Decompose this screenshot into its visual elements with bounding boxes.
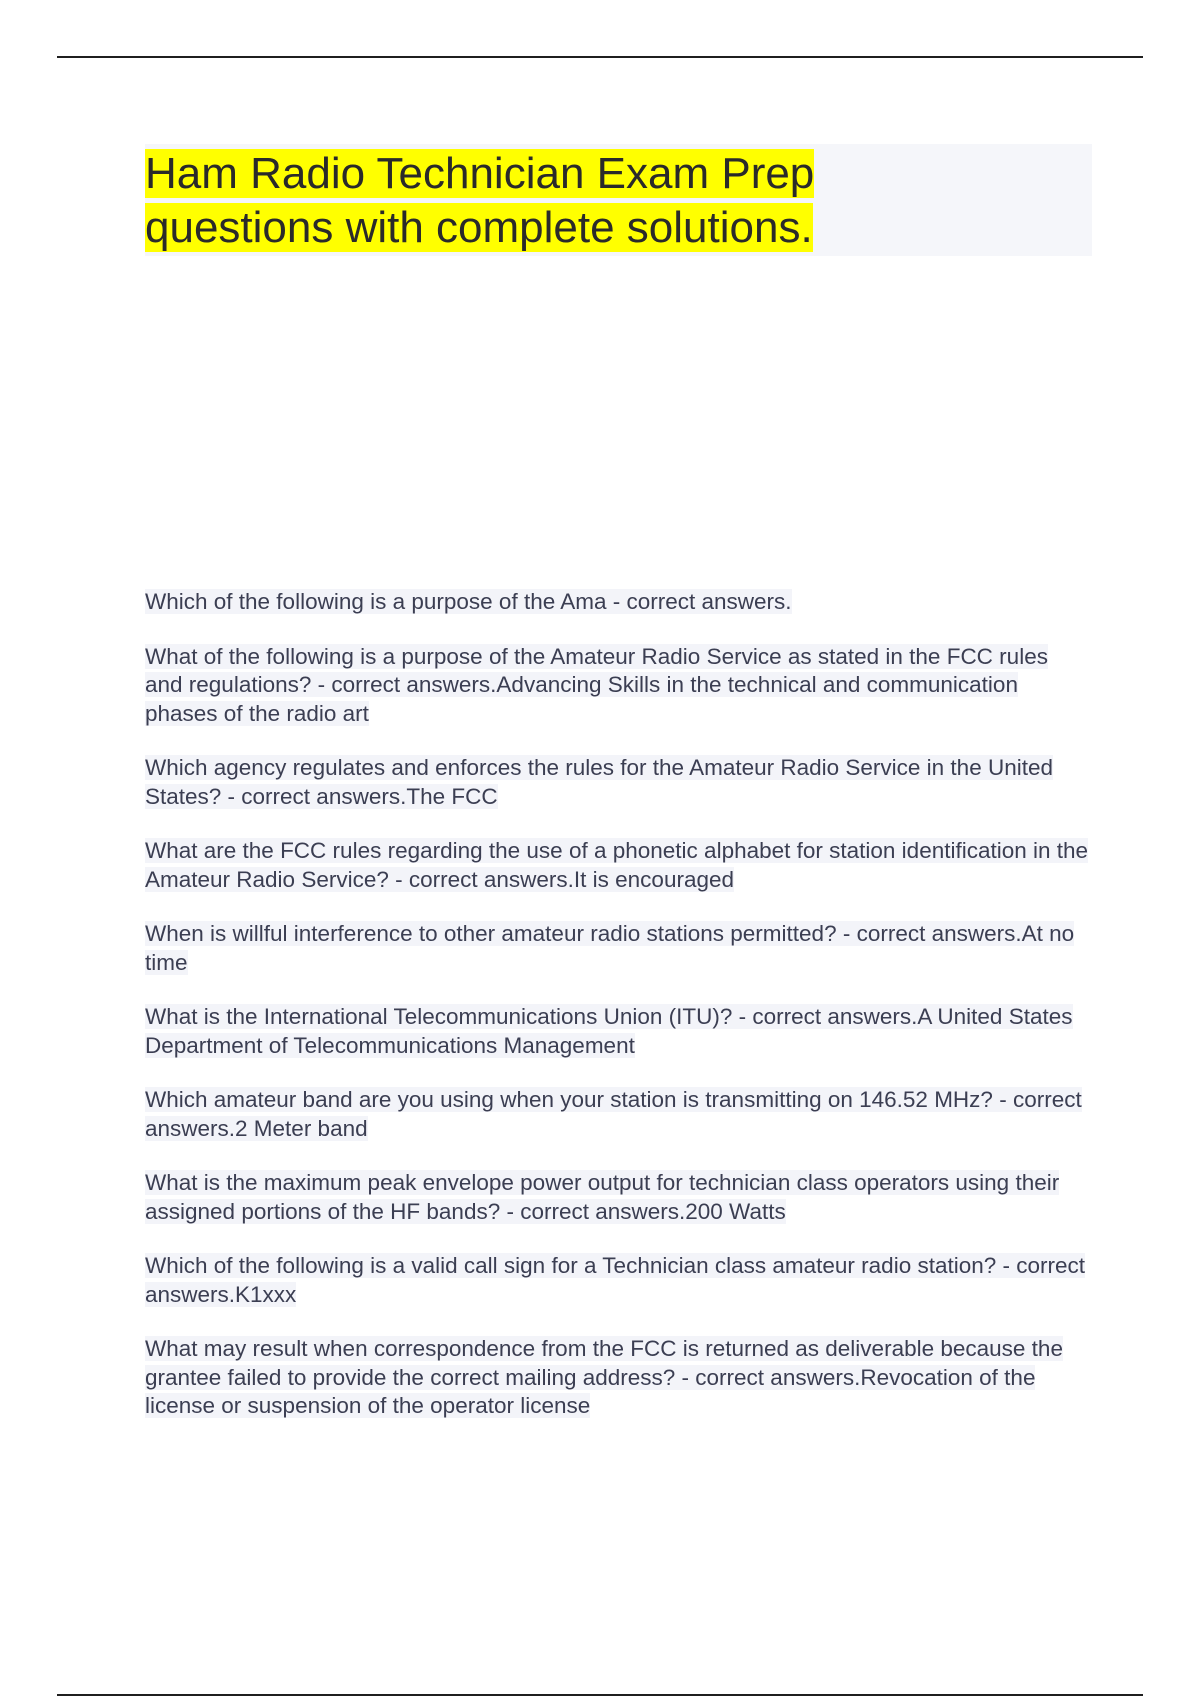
qa-item (145, 920, 1090, 977)
qa-text: What may result when correspondence from the FCC is returned as deliverable because the grantee failed to provide the correct mailing address? - correct answers.Revocation of the license or suspension of the operator license (145, 1336, 1063, 1418)
title-line-2: questions with complete solutions. (145, 203, 813, 252)
qa-text: Which of the following is a purpose of the Ama - correct answers. (145, 589, 792, 614)
qa-text: What of the following is a purpose of the Amateur Radio Service as stated in the FCC rules and regulations? - correct answers.Advancing Skills in the technical and communication phases of the radio art (145, 643, 1048, 726)
bottom-rule (57, 1694, 1143, 1696)
qa-item (145, 1086, 1090, 1143)
qa-item (145, 643, 1090, 729)
title-line-1: Ham Radio Technician Exam Prep (145, 149, 815, 198)
qa-text: When is willful interference to other amateur radio stations permitted? - correct answers.At no time (145, 921, 1075, 975)
qa-text: What is the International Telecommunications Union (ITU)? - correct answers.A United States Department of Telecommunications Management (145, 1004, 1073, 1058)
qa-item (145, 754, 1090, 811)
qa-text: What are the FCC rules regarding the use of a phonetic alphabet for station identification in the Amateur Radio Service? - correct answers.It is encouraged (145, 838, 1089, 892)
qa-item (145, 1335, 1090, 1421)
title-block (145, 144, 1092, 256)
qa-item (145, 1003, 1090, 1060)
qa-item (145, 1169, 1090, 1226)
qa-item (145, 1252, 1090, 1309)
qa-item (145, 588, 1090, 617)
qa-item (145, 837, 1090, 894)
qa-text: Which agency regulates and enforces the rules for the Amateur Radio Service in the United States? - correct answers.The FCC (145, 755, 1053, 809)
qa-text: Which of the following is a valid call sign for a Technician class amateur radio station? - correct answers.K1xxx (145, 1253, 1086, 1307)
document-title (145, 144, 1092, 255)
qa-list (145, 588, 1090, 1447)
top-rule (57, 56, 1143, 58)
qa-text: What is the maximum peak envelope power output for technician class operators using their assigned portions of the HF bands? - correct answers.200 Watts (145, 1170, 1060, 1224)
qa-text: Which amateur band are you using when your station is transmitting on 146.52 MHz? - correct answers.2 Meter band (145, 1087, 1082, 1141)
